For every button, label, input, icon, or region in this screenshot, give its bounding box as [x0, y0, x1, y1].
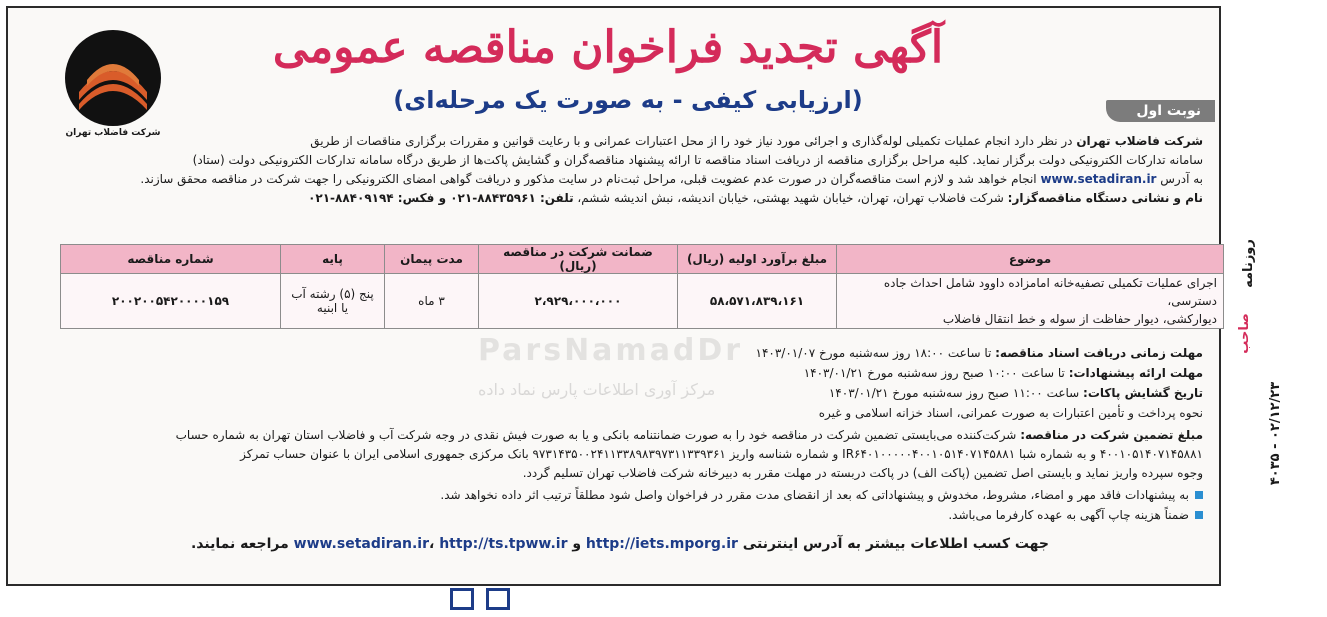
phone-fax: تلفن: ۸۸۴۳۵۹۶۱-۰۲۱ و فکس: ۸۸۴۰۹۱۹۴-۰۲۱ — [308, 191, 574, 205]
guarantee-line-1 — [43, 426, 1203, 445]
cell-duration: ۳ ماه — [385, 274, 479, 329]
watermark-brand: ParsNamadDr — [478, 333, 744, 368]
guarantee-line-2: ۴۰۰۱۰۵۱۴۰۷۱۴۵۸۸۱ و به شماره شبا IR۶۴۰۱۰۰۰۰۰۴۰۰۱۰۵۱۴۰۷۱۴۵۸۸۱ و شماره شناسه واریز ۹۷۳۱۴۳۵۰۰۲۴۱۱۳۳۸۹۸۳۹۷۳۱۱۳۳۹۳۶۱ بانک مرکزی جمهوری اسلامی ایران با عنوان حساب تمرکز — [240, 447, 1203, 461]
intro-line-1 — [43, 132, 1203, 151]
guarantee-label: مبلغ تضمین شرکت در مناقصه: — [1020, 428, 1203, 442]
offer-deadline-value: تا ساعت ۱۰:۰۰ صبح روز سه‌شنبه مورخ ۱۴۰۳/۰۱/۲۱ — [803, 366, 1069, 380]
decor-square-left — [450, 588, 474, 610]
grade-line-1: پنج (۵) رشته آب — [291, 287, 374, 301]
link-iets[interactable]: http://iets.mporg.ir — [585, 536, 738, 552]
link-setadiran[interactable]: www.setadiran.ir — [293, 536, 430, 552]
bullet-icon — [1195, 511, 1203, 519]
issue-code: ۴۰۳۵ - ۰۲/۱۲/۲۳ — [1268, 381, 1284, 486]
col-duration: مدت پیمان — [385, 245, 479, 274]
subject-line-1: اجرای عملیات تکمیلی تصفیه‌خانه امامزاده داوود شامل احداث جاده دسترسی، — [883, 276, 1217, 308]
offer-deadline — [804, 366, 1203, 380]
address-line — [43, 189, 1203, 208]
intro-text-3a: به آدرس — [1156, 172, 1203, 186]
footer-suffix: مراجعه نمایند. — [190, 536, 294, 552]
footer-line — [191, 536, 1049, 552]
note-1 — [440, 488, 1203, 502]
footer-and-2: ، — [429, 536, 440, 552]
intro-line-2: سامانه تدارکات الکترونیکی دولت برگزار نماید. کلیه مراحل برگزاری مناقصه از دریافت اسناد مناقصه تا ارائه پیشنهاد مناقصه‌گران و گشایش پاکت‌ها از طریق درگاه سامانه تدارکات الکترونیکی دولت (ستاد) — [192, 153, 1203, 167]
link-tpww[interactable]: http://ts.tpww.ir — [439, 536, 568, 552]
newspaper-label: روزنامه — [1240, 239, 1256, 288]
newspaper-sidebar — [1224, 6, 1284, 586]
note-2-text: ضمناً هزینه چاپ آگهی به عهده کارفرما می‌باشد. — [948, 508, 1189, 522]
footer-and-1: و — [567, 536, 586, 552]
intro-line-3 — [43, 170, 1203, 189]
notice-title: آگهی تجدید فراخوان مناقصه عمومی — [272, 22, 944, 73]
logo-caption: شرکت فاضلاب تهران — [65, 128, 161, 138]
col-number: شماره مناقصه — [61, 245, 281, 274]
table-row — [61, 274, 1224, 329]
newspaper-name: صاحب — [1236, 313, 1252, 354]
address-text: شرکت فاضلاب تهران، تهران، خیابان شهید بهشتی، خیابان اندیشه، نبش اندیشه ششم، — [573, 191, 1008, 205]
address-label: نام و نشانی دستگاه مناقصه‌گزار: — [1007, 191, 1203, 205]
col-estimate: مبلغ برآورد اولیه (ریال) — [678, 245, 837, 274]
note-1-text: به پیشنهادات فاقد مهر و امضاء، مشروط، مخدوش و پیشنهاداتی که بعد از انقضای مدت مقرر در فراخوان واصل شود مطلقاً ترتیب اثر داده نخواهد شد. — [440, 488, 1189, 502]
offer-deadline-label: مهلت ارائه پیشنهادات: — [1068, 366, 1203, 380]
cell-guarantee: ۲،۹۲۹،۰۰۰،۰۰۰ — [479, 274, 678, 329]
opening-date — [829, 386, 1203, 400]
col-subject: موضوع — [837, 245, 1224, 274]
opening-date-value: ساعت ۱۱:۰۰ صبح روز سه‌شنبه مورخ ۱۴۰۳/۰۱/۲۱ — [828, 386, 1084, 400]
docs-deadline-label: مهلت زمانی دریافت اسناد مناقصه: — [995, 346, 1203, 360]
col-guarantee: ضمانت شرکت در مناقصه (ریال) — [479, 245, 678, 274]
cell-grade — [281, 274, 385, 329]
round-badge: نوبت اول — [1106, 100, 1215, 122]
notice-subtitle: (ارزیابی کیفی - به صورت یک مرحله‌ای) — [393, 86, 863, 114]
table-header-row — [61, 245, 1224, 274]
watermark-line: مرکز آوری اطلاعات پارس نماد داده — [478, 380, 716, 399]
col-grade: پایه — [281, 245, 385, 274]
docs-deadline — [756, 346, 1203, 360]
docs-deadline-value: تا ساعت ۱۸:۰۰ روز سه‌شنبه مورخ ۱۴۰۳/۰۱/۰۷ — [755, 346, 996, 360]
intro-text-3b: انجام خواهد شد و لازم است مناقصه‌گران در صورت عدم عضویت قبلی، مراحل ثبت‌نام در سایت مذکور و دریافت گواهی امضای الکترونیکی را جهت شرکت در مناقصه محقق سازند. — [140, 172, 1041, 186]
setad-link[interactable]: www.setadiran.ir — [1040, 172, 1157, 186]
note-2 — [948, 508, 1203, 522]
funding-line: نحوه پرداخت و تأمین اعتبارات به صورت عمرانی، اسناد خزانه اسلامی و غیره — [818, 406, 1203, 420]
cell-number: ۲۰۰۲۰۰۵۴۲۰۰۰۰۱۵۹ — [61, 274, 281, 329]
cell-estimate: ۵۸،۵۷۱،۸۳۹،۱۶۱ — [678, 274, 837, 329]
bullet-icon — [1195, 491, 1203, 499]
tender-table — [60, 244, 1224, 329]
subject-line-2: دیوارکشی، دیوار حفاظت از سوله و خط انتقال فاضلاب — [942, 312, 1217, 326]
footer-prefix: جهت کسب اطلاعات بیشتر به آدرس اینترنتی — [737, 536, 1049, 552]
opening-date-label: تاریخ گشایش پاکات: — [1083, 386, 1203, 400]
guarantee-line-3: وجوه سپرده واریز نماید و بایستی اصل تضمین (پاکت الف) در پاکت دربسته در مهلت مقرر به دبیرخانه شرکت فاضلاب تهران تسلیم گردد. — [522, 466, 1203, 480]
company-name: شرکت فاضلاب تهران — [1076, 134, 1203, 148]
decor-square-right — [486, 588, 510, 610]
grade-line-2: یا ابنیه — [316, 301, 349, 315]
cell-subject — [837, 274, 1224, 329]
advertisement-frame — [6, 6, 1221, 586]
logo-emblem — [65, 30, 161, 126]
guarantee-text-1: شرکت‌کننده می‌بایستی تضمین شرکت در مناقصه خود را به صورت ضمانتنامه بانکی و یا به صورت فیش نقدی در وجه شرکت آب و فاضلاب استان تهران به شماره حساب — [175, 428, 1021, 442]
intro-text-1: در نظر دارد انجام عملیات تکمیلی لوله‌گذاری و اجرائی مورد نیاز خود را از محل اعتبارات عمرانی و با رعایت قوانین و مقررات برگزاری مناقصات از طریق — [310, 134, 1077, 148]
